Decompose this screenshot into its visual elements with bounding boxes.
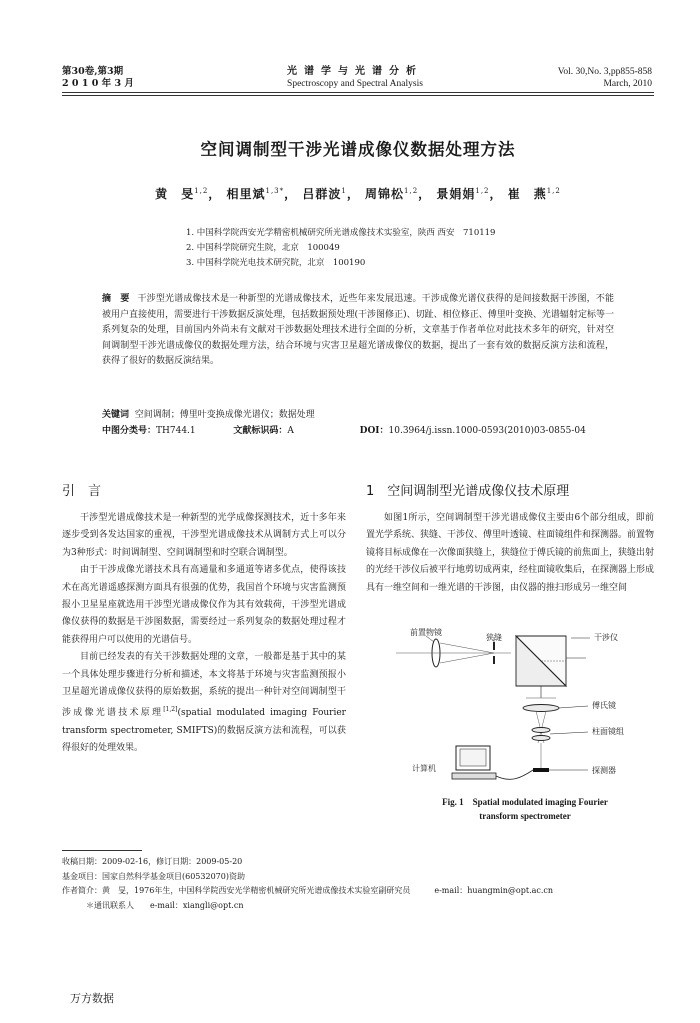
doc-code-label: 文献标识码： (233, 426, 288, 436)
header-volume-en (558, 66, 652, 90)
affiliations (186, 226, 495, 271)
intro-heading: 引 言 (62, 484, 102, 499)
wanfang-watermark: 万方数据 (70, 992, 114, 1005)
detector-icon (533, 743, 549, 772)
clc-value: TH744.1 (156, 426, 196, 436)
footnotes (62, 855, 654, 913)
doi-value: 10.3964/j.issn.1000-0593(2010)03-0855-04 (388, 426, 586, 436)
keywords-block (102, 407, 614, 439)
author: 黄 旻$^{1,2}$ (155, 187, 209, 201)
fund-note: 基金项目：国家自然科学基金项目(60532070)资助 (62, 871, 245, 881)
label-front-lens: 前置物镜 (410, 628, 442, 637)
journal-name-cn: 光谱学与光谱分析 (287, 66, 423, 77)
header-date-en: March, 2010 (603, 79, 652, 89)
author: 崔 燕$^{1,2}$ (507, 187, 561, 201)
section1-heading: 1 空间调制型光谱成像仪技术原理 (366, 484, 570, 499)
clc-label: 中图分类号： (102, 426, 157, 436)
author: 周锦松$^{1,2}$ (365, 187, 419, 201)
abstract (102, 292, 614, 370)
author: 相里斌$^{1,3*}$ (226, 187, 285, 201)
interferometer-icon (516, 636, 586, 698)
paragraph: 由于干涉成像光谱技术具有高通量和多通道等诸多优点，使得该技术在高光谱遥感探测方面具有很强的优势，我国首个环境与灾害监测预报小卫星星座就选用干涉型光谱成像仪作为其有效载荷，干涉型光谱成像仪获得的数据是干涉图数据，需要经过一系列复杂的数据处理过程才能获得用户可以使用的光谱信号。 (62, 565, 346, 645)
footnote-rule (62, 850, 142, 851)
header-rule-thin (62, 95, 654, 96)
intro-body (62, 510, 346, 758)
doc-code-value: A (287, 426, 294, 436)
author-bio: 作者简介：黄 旻，1976年生，中国科学院西安光学精密机械研究所光谱成像技术实验室副研究员 e-mail：huangmin@opt.ac.cn (62, 886, 554, 895)
label-computer: 计算机 (412, 764, 436, 773)
paper-title: 空间调制型干涉光谱成像仪数据处理方法 (200, 140, 516, 159)
paragraph: 如图1所示，空间调制型干涉光谱成像仪主要由6个部分组成，即前置光学系统、狭缝、干涉仪、傅里叶透镜、柱面镜组件和探测器。前置物镜将目标成像在一次像面狭缝上，狭缝位于傅氏镜的前焦面上，狭缝出射的光经干涉仪后被平行地剪切成两束，经柱面镜收集后，在探测器上形成具有一维空间和一维光谱的干涉图，由仪器的推扫形成另一维空间 (366, 513, 655, 593)
cylindrical-lens-icon (532, 728, 550, 741)
label-cylindrical-lens: 柱面镜组 (592, 727, 624, 736)
label-slit: 狭缝 (486, 633, 502, 642)
label-detector: 探测器 (592, 766, 616, 775)
label-fourier-lens: 傅氏镜 (592, 701, 616, 710)
paragraph: 干涉型光谱成像技术是一种新型的光学成像探测技术，近十多年来逐步受到各发达国家的重视，干涉型光谱成像技术从调制方式上可以分为3种形式：时间调制型、空间调制型和时空联合调制型。 (62, 513, 346, 558)
author-email: e-mail：huangmin@opt.ac.cn (434, 886, 554, 895)
abstract-label: 摘 要 (102, 294, 130, 304)
label-interferometer: 干涉仪 (594, 633, 618, 642)
author: 景娟娟$^{1,2}$ (436, 187, 490, 201)
affiliation: 2. 中国科学院研究生院，北京 100049 (186, 243, 340, 253)
header-volume-cn: 第30卷,第3期 (62, 66, 124, 77)
corresponding-author: ＊通讯联系人 e-mail：xiangli@opt.cn (86, 900, 244, 910)
affiliation: 1. 中国科学院西安光学精密机械研究所光谱成像技术实验室，陕西 西安 710119 (186, 228, 496, 238)
header-rule (62, 92, 654, 93)
keywords-text: 空间调制；傅里叶变换成像光谱仪；数据处理 (134, 410, 315, 420)
header-date-cn: 2 0 1 0 年 3 月 (62, 78, 134, 89)
author: 吕群波$^1$ (302, 187, 347, 201)
computer-icon (452, 746, 533, 779)
keywords-label: 关键词 (102, 410, 130, 420)
figure-caption: Fig. 1 Spatial modulated imaging Fourier transform spectrometer (442, 797, 608, 821)
received-date: 收稿日期：2009-02-16，修订日期：2009-05-20 (62, 857, 243, 866)
header-volume (62, 66, 134, 90)
section1-body (366, 510, 654, 597)
doi-label: DOI： (359, 426, 389, 436)
abstract-text: 干涉型光谱成像技术是一种新型的光谱成像技术，近些年来发展迅速。干涉成像光谱仪获得的是间接数据干涉图，不能被用户直接使用，需要进行干涉数据反演处理，包括数据预处理(干涉图修正)、切趾、相位修正、傅里叶变换、光谱辐射定标等一系列复杂的处理，目前国内外尚未有文献对干涉数据处理技术进行全面的分析，文章基于作者单位对此技术多年的研究，针对空间调制型干涉光谱成像仪的数据处理方法，结合环境与灾害卫星超光谱成像仪的数据，提出了一套有效的数据反演方法和流程，获得了很好的数据反演结果。 (102, 294, 614, 367)
affiliation: 3. 中国科学院光电技术研究院，北京 100190 (186, 258, 366, 268)
citation: [1,2] (163, 706, 178, 714)
journal-name-en: Spectroscopy and Spectral Analysis (287, 79, 423, 89)
author-list: 黄 旻$^{1,2}$， 相里斌$^{1,3*}$， 吕群波$^1$， 周锦松$^{1,2}$， 景娟娟$^{1,2}$， 崔 燕$^{1,2}$ (155, 187, 561, 201)
header-journal (250, 66, 460, 90)
paragraph: 目前已经发表的有关干涉数据处理的文章，一般都是基于其中的某一个具体处理步骤进行分析和描述，本文将基于环境与灾害监测预报小卫星超光谱成像仪获得的原始数据，系统的提出一种针对空间调制型干涉成像光谱技术原理[1,2](spatial modulated imaging Fourier transform spectrometer, SMIFTS)的数据反演方法和流程，可以获得很好的处理效果。 (62, 652, 346, 754)
header-vol-en: Vol. 30,No. 3,pp855-858 (557, 67, 652, 77)
